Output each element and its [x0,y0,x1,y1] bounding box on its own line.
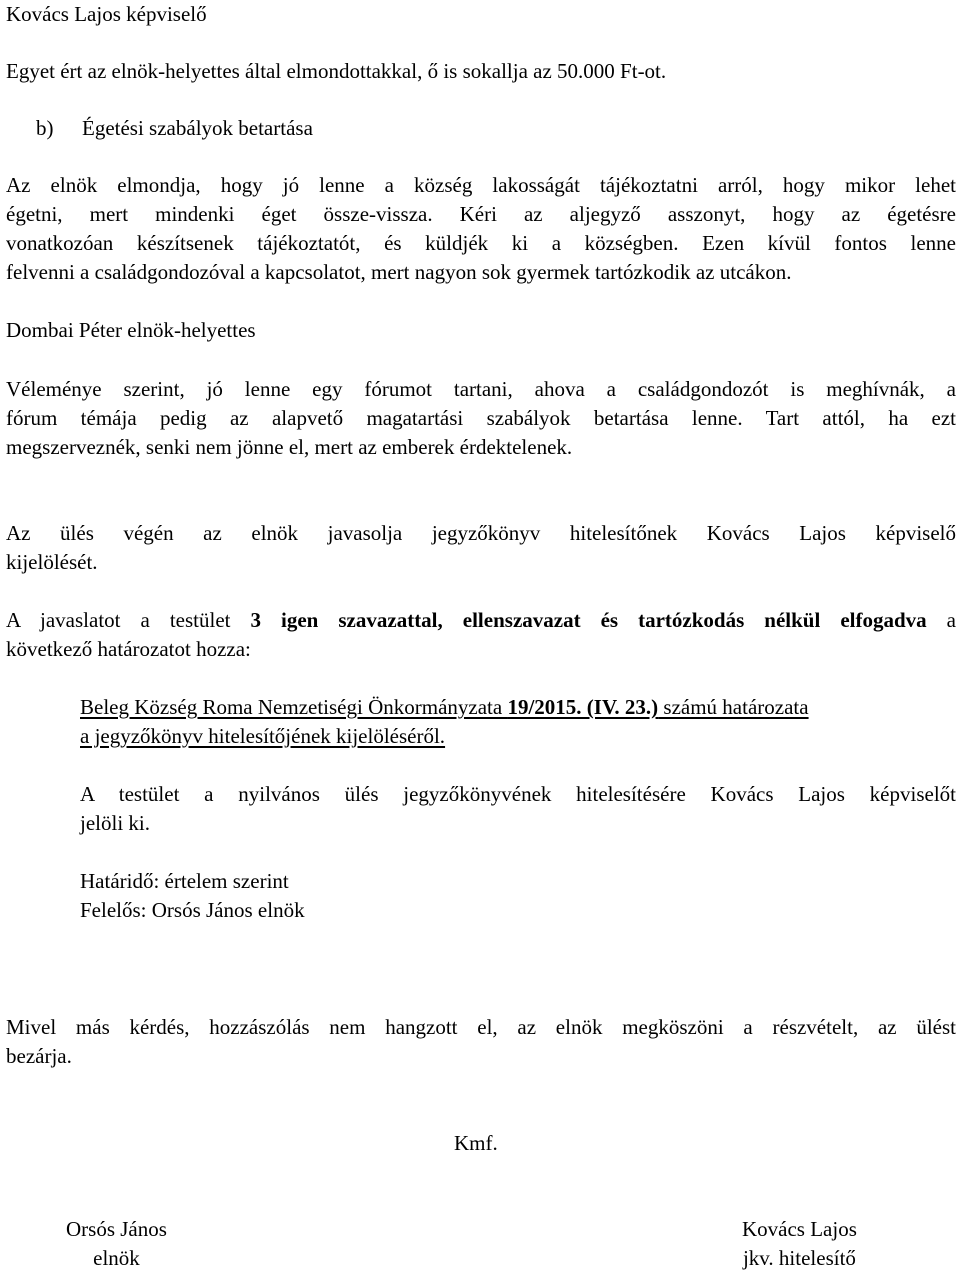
paragraph-line: égetni, mert mindenki éget össze-vissza. Kéri az aljegyző asszonyt, hogy az égetésre [6,202,956,226]
speaker-heading: Kovács Lajos képviselő [6,2,207,26]
speaker-heading: Dombai Péter elnök-helyettes [6,318,256,342]
resolution-body-line: A testület a nyilvános ülés jegyzőkönyvének hitelesítésére Kovács Lajos képviselőt [80,782,956,806]
resolution-title-line: a jegyzőkönyv hitelesítőjének kijelöléséről. [80,724,446,748]
signature-name: Orsós János [66,1217,167,1241]
agenda-item-marker: b) [36,116,54,140]
paragraph-line: bezárja. [6,1044,72,1068]
speaker-statement: Egyet ért az elnök-helyettes által elmondottakkal, ő is sokallja az 50.000 Ft-ot. [6,59,667,83]
paragraph-line: megszerveznék, senki nem jönne el, mert az emberek érdektelenek. [6,435,573,459]
signature-name: Kovács Lajos [742,1217,857,1241]
paragraph-line: fórum témája pedig az alapvető magatartási szabályok betartása lenne. Tart attól, ha ezt [6,406,956,430]
signature-left [66,1215,167,1273]
paragraph-line: Véleménye szerint, jó lenne egy fórumot tartani, ahova a családgondozót is meghívnák, a [6,377,956,401]
resolution-body-line: jelöli ki. [80,811,150,835]
vote-line: A javaslatot a testület 3 igen szavazattal, ellenszavazat és tartózkodás nélkül elfogadva a [6,608,956,632]
resolution-title-line: Beleg Község Roma Nemzetiségi Önkormányzata 19/2015. (IV. 23.) számú határozata [80,695,809,719]
deadline: Határidő: értelem szerint [80,869,289,893]
signature-right [742,1215,857,1273]
resolution-number: 19/2015. (IV. 23.) [507,695,659,719]
agenda-item-title: Égetési szabályok betartása [82,116,313,140]
paragraph-line: Az elnök elmondja, hogy jó lenne a község lakosságát tájékoztatni arról, hogy mikor lehet [6,173,956,197]
paragraph-line: Az ülés végén az elnök javasolja jegyzőkönyv hitelesítőnek Kovács Lajos képviselő [6,521,956,545]
responsible-person: Felelős: Orsós János elnök [80,898,305,922]
vote-result-bold: 3 igen szavazattal, ellenszavazat és tartózkodás nélkül elfogadva [250,608,927,632]
paragraph-line: Mivel más kérdés, hozzászólás nem hangzott el, az elnök megköszöni a részvételt, az ülést [6,1015,956,1039]
kmf-label: Kmf. [454,1131,498,1155]
signature-role: elnök [93,1246,140,1270]
paragraph-line: felvenni a családgondozóval a kapcsolatot, mert nagyon sok gyermek tartózkodik az utcákon. [6,260,792,284]
signature-role: jkv. hitelesítő [742,1246,856,1270]
vote-line: következő határozatot hozza: [6,637,251,661]
paragraph-line: vonatkozóan készítsenek tájékoztatót, és küldjék ki a községben. Ezen kívül fontos lenne [6,231,956,255]
paragraph-line: kijelölését. [6,550,98,574]
